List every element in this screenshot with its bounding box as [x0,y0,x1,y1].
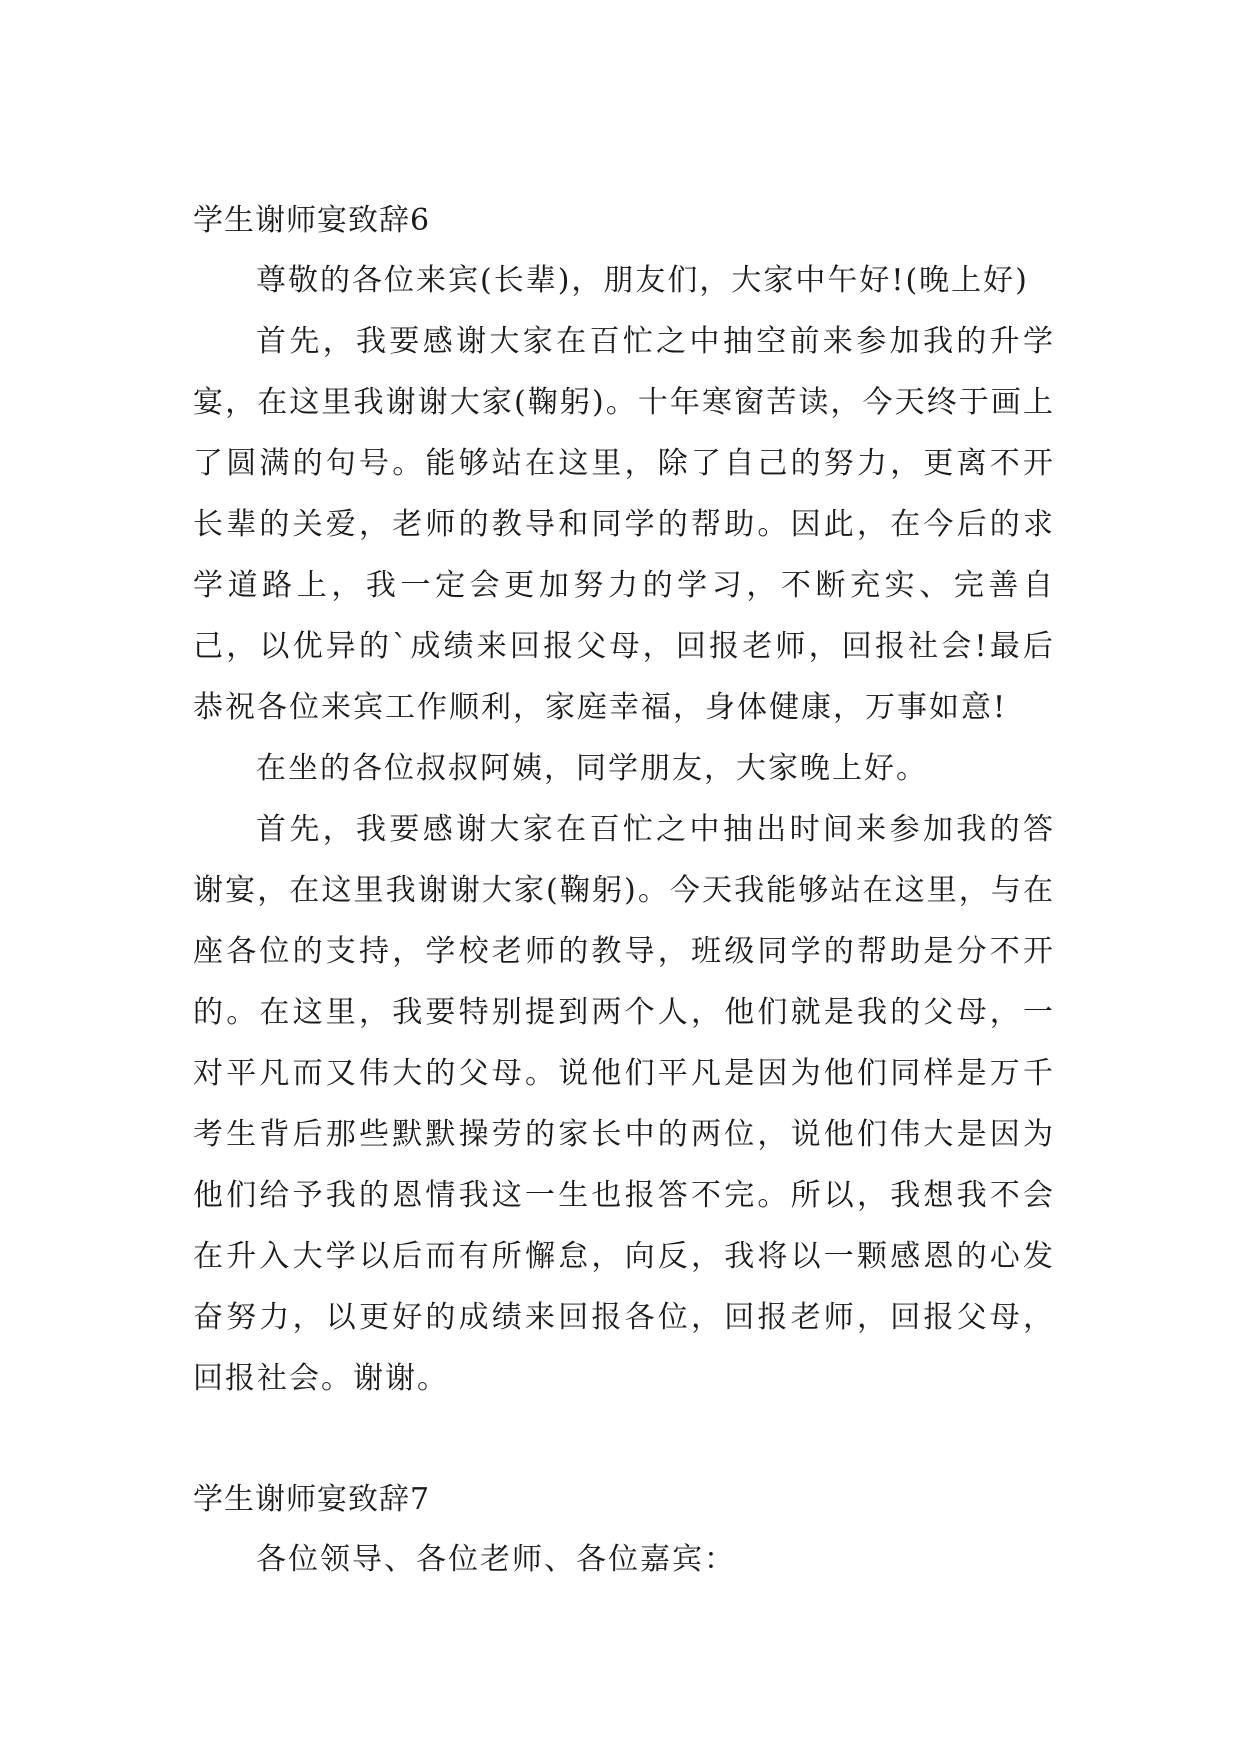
section-7 [193,1471,1055,1590]
greeting-paragraph: 尊敬的各位来宾(长辈)，朋友们，大家中午好!(晚上好) [256,263,1029,298]
greeting-paragraph: 各位领导、各位老师、各位嘉宾： [256,1542,736,1577]
greeting-paragraph: 在坐的各位叔叔阿姨，同学朋友，大家晚上好。 [256,751,928,786]
section-heading: 学生谢师宴致辞7 [193,1482,431,1517]
section-6 [193,192,1055,1409]
section-spacer [193,1409,1055,1471]
section-heading: 学生谢师宴致辞6 [193,203,431,238]
body-paragraph: 首先，我要感谢大家在百忙之中抽空前来参加我的升学宴，在这里我谢谢大家(鞠躬)。十年寒窗苦读，今天终于画上了圆满的句号。能够站在这里，除了自己的努力，更离不开长辈的关爱，老师的教导和同学的帮助。因此，在今后的求学道路上，我一定会更加努力的学习，不断充实、完善自己，以优异的`成绩来回报父母，回报老师，回报社会!最后恭祝各位来宾工作顺利，家庭幸福，身体健康，万事如意! [193,324,1055,725]
body-paragraph: 首先，我要感谢大家在百忙之中抽出时间来参加我的答谢宴，在这里我谢谢大家(鞠躬)。今天我能够站在这里，与在座各位的支持，学校老师的教导，班级同学的帮助是分不开的。在这里，我要特别提到两个人，他们就是我的父母，一对平凡而又伟大的父母。说他们平凡是因为他们同样是万千考生背后那些默默操劳的家长中的两位，说他们伟大是因为他们给予我的恩情我这一生也报答不完。所以，我想我不会在升入大学以后而有所懈怠，向反，我将以一颗感恩的心发奋努力，以更好的成绩来回报各位，回报老师，回报父母，回报社会。谢谢。 [193,812,1055,1396]
document-page [193,192,1055,1590]
